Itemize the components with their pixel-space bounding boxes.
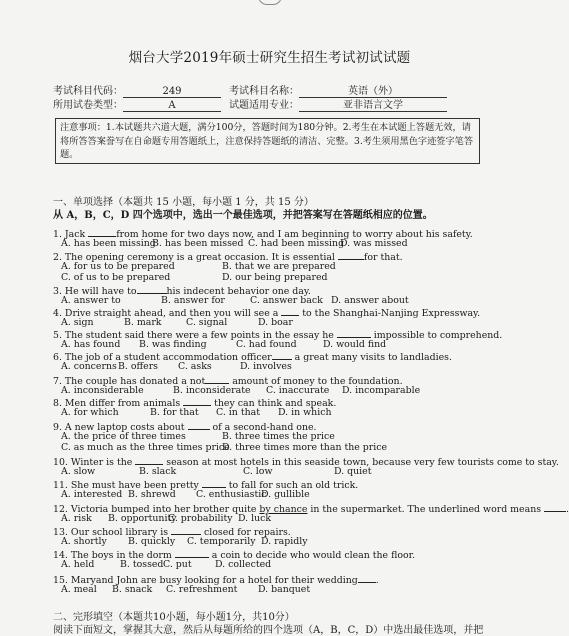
question-1-option-b: B. has been missed (152, 238, 244, 249)
question-8-option-a: A. for which (61, 407, 119, 418)
question-text: a coin to decide who would clean the floor. (208, 550, 416, 561)
question-12-option-a: A. risk (61, 513, 92, 524)
answer-blank (338, 250, 364, 260)
question-9-option-c: C. as much as the three times price (61, 442, 230, 453)
question-12-option-b: B. opportunity (108, 513, 177, 524)
subject-name-value: 英语（外） (299, 86, 447, 98)
question-2-option-a: A. for us to be prepared (61, 261, 175, 272)
question-4-option-d: D. boar (258, 317, 293, 328)
question-2-option-b: B. that we are prepared (222, 261, 336, 272)
question-text: 8. Men differ from animals (53, 398, 184, 409)
question-text: of a second-hand one. (209, 422, 317, 433)
answer-blank (358, 573, 376, 583)
answer-blank (281, 306, 299, 316)
section1-instruction: 从 A，B，C，D 四个选项中，选出一个最佳选项，并把答案写在答题纸相应的位置。 (53, 210, 433, 221)
info-row-2 (53, 96, 447, 112)
subject-name-label: 考试科目名称： (229, 86, 299, 97)
question-7-option-d: D. incomparable (342, 385, 421, 396)
question-text: 10. Winter is the (53, 457, 136, 468)
question-1-option-d: D. was missed (340, 238, 408, 249)
paper-type-label: 所用试卷类型： (53, 100, 123, 111)
paper-type-value: A (123, 100, 221, 112)
question-15-option-d: D. banquet (258, 584, 311, 595)
answer-blank (337, 328, 371, 338)
question-text: . (375, 575, 379, 586)
question-5-option-a: A. has found (61, 339, 121, 350)
question-13-option-c: C. temporarily (187, 536, 256, 547)
question-6-option-c: C. asks (178, 361, 212, 372)
question-10-option-b: B. slack (139, 466, 177, 477)
question-10-option-c: C. low (243, 466, 273, 477)
question-8-option-b: B. for that (150, 407, 199, 418)
question-11-option-d: D. gullible (261, 489, 310, 500)
question-text: 12. Victoria bumped into her brother quite (53, 504, 260, 515)
question-text: 9. A new laptop costs about (53, 422, 188, 433)
question-6-option-a: A. concerns (61, 361, 117, 372)
question-8-option-d: D. in which (278, 407, 332, 418)
question-9-option-a: A. the price of three times (61, 431, 186, 442)
answer-blank (175, 548, 209, 558)
question-13-option-b: B. quickly (128, 536, 176, 547)
question-14-option-c: C. put (163, 559, 192, 570)
question-text: 15. Maryand John are busy looking for a hotel for their wedding (53, 575, 358, 586)
section2-instruction: 阅读下面短文，掌握其大意，然后从每题所给的四个选项（A，B，C，D）中选出最佳选项，并把 (53, 625, 484, 636)
question-text: for that. (363, 252, 403, 263)
section1-title: 一、单项选择（本题共 15 小题，每小题 1 分，共 15 分） (53, 197, 314, 208)
question-1-option-a: A. has been missing (61, 238, 156, 249)
question-10-option-a: A. slow (61, 466, 96, 477)
question-text: closed for repairs. (201, 527, 291, 538)
answer-blank (183, 396, 211, 406)
question-8-option-c: C. in that (216, 407, 260, 418)
question-7-option-a: A. inconsiderable (61, 385, 144, 396)
question-text: 4. Drive straight ahead, and then you will see a (53, 308, 282, 319)
question-3-option-d: D. answer about (331, 295, 409, 306)
question-text: a great many visits to landladies. (291, 352, 452, 363)
answer-blank (137, 284, 167, 294)
question-text: 2. The opening ceremony is a great occasion. It is essential (53, 252, 338, 263)
question-text: from home for two days now, and I am beginning to worry about his safety. (116, 229, 473, 240)
question-3-option-b: B. answer for (161, 295, 225, 306)
answer-blank (88, 227, 116, 237)
question-9-option-b: B. three times the price (222, 431, 335, 442)
question-10-stem (53, 455, 559, 468)
subject-code-label: 考试科目代码： (53, 86, 123, 97)
question-14-option-b: B. tossed (120, 559, 164, 570)
question-11-option-c: C. enthusiastic (196, 489, 267, 500)
question-3-option-a: A. answer to (61, 295, 121, 306)
question-text: to fall for such an old trick. (225, 480, 359, 491)
question-3-option-c: C. answer back (250, 295, 323, 306)
question-4-option-a: A. sign (61, 317, 94, 328)
question-6-option-d: D. involves (240, 361, 292, 372)
question-text: . (566, 504, 569, 515)
question-5-option-b: B. was finding (139, 339, 207, 350)
underlined-phrase: by chance (259, 504, 308, 515)
question-text: 14. The boys in the dorm (53, 550, 175, 561)
question-text: his indecent behavior one day. (166, 286, 311, 297)
question-15-option-c: C. refreshment (166, 584, 238, 595)
question-text: 6. The job of a student accommodation officer (53, 352, 272, 363)
question-1-option-c: C. had been missing (248, 238, 345, 249)
question-5-option-c: C. had found (236, 339, 297, 350)
question-4-option-c: C. signal (186, 317, 228, 328)
question-14-option-a: A. held (61, 559, 95, 570)
major-value: 亚非语言文学 (299, 100, 447, 112)
answer-blank (188, 420, 210, 430)
question-10-option-d: D. quiet (334, 466, 372, 477)
answer-blank (171, 525, 201, 535)
question-12-option-c: C. probability (168, 513, 233, 524)
question-text: 11. She must have been pretty (53, 480, 202, 491)
question-13-option-d: D. rapidly (261, 536, 308, 547)
question-text: 5. The student said there were a few points in the essay he (53, 330, 337, 341)
question-13-option-a: A. shortly (61, 536, 107, 547)
question-15-option-b: B. snack (112, 584, 153, 595)
question-6-option-b: B. offers (118, 361, 158, 372)
question-text: season at most hotels in this seaside town, because very few tourists come to stay. (163, 457, 559, 468)
answer-blank (544, 502, 566, 512)
question-text: 1. Jack (53, 229, 89, 240)
question-text: 3. He will have to (53, 286, 137, 297)
question-text: impossible to comprehend. (370, 330, 503, 341)
question-2-option-c: C. of us to be prepared (61, 272, 171, 283)
question-5-option-d: D. would find (323, 339, 387, 350)
question-14-option-d: D. collected (215, 559, 272, 570)
answer-blank (135, 455, 163, 465)
question-text: they can think and speak. (211, 398, 337, 409)
question-9-option-d: D. three times more than the price (222, 442, 388, 453)
question-text: 13. Our school library is (53, 527, 172, 538)
page-seal-fragment (258, 0, 282, 5)
question-text: in the supermarket. The underlined word means (307, 504, 545, 515)
question-2-option-d: D. our being prepared (222, 272, 328, 283)
answer-blank (202, 478, 226, 488)
question-12-option-d: D. luck (238, 513, 272, 524)
question-15-option-a: A. meal (61, 584, 97, 595)
question-11-option-a: A. interested (61, 489, 123, 500)
exam-title: 烟台大学2019年硕士研究生招生考试初试试题 (128, 50, 411, 66)
question-text: 7. The couple has donated a not (53, 376, 206, 387)
question-7-option-b: B. inconsiderate (173, 385, 251, 396)
subject-code-value: 249 (123, 86, 221, 98)
question-4-option-b: B. mark (124, 317, 162, 328)
major-label: 试题适用专业： (229, 100, 299, 111)
question-11-option-b: B. shrewd (128, 489, 176, 500)
question-text: to the Shanghai-Nanjing Expressway. (299, 308, 481, 319)
answer-blank (205, 374, 229, 384)
section2-title: 二、完形填空（本题共10小题，每小题1分，共10分） (53, 612, 295, 623)
question-text: amount of money to the foundation. (229, 376, 403, 387)
notice-box: 注意事项：1.本试题共六道大题，满分100分，答题时间为180分钟。2.考生在本试题上答题无效，请将所答答案誊写在自命题专用答题纸上，注意保持答题纸的清洁、完整。3.考生须用黑色字迹签字笔答题。 (55, 118, 480, 164)
answer-blank (272, 350, 292, 360)
question-7-option-c: C. inaccurate (266, 385, 330, 396)
